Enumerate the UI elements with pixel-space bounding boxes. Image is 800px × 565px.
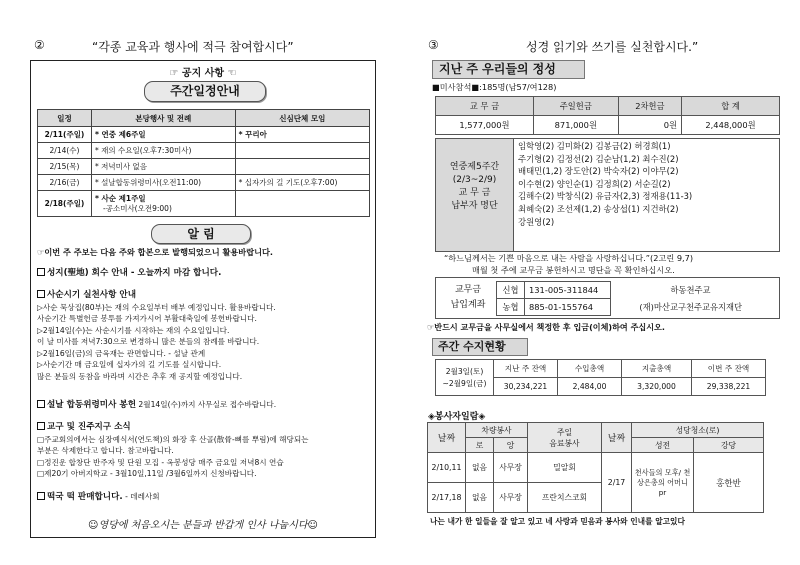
square-bullet-icon — [37, 268, 45, 276]
summary-period-start: 2월3일(토) — [445, 366, 484, 376]
left-page-motto: “각종 교육과 행사에 적극 참여합시다” — [92, 40, 294, 54]
schedule-event: * 설날합동위령미사(오전11:00) — [92, 175, 236, 191]
schedule-group — [235, 143, 369, 159]
vol-header-drink-1: 주일 — [556, 427, 573, 437]
summary-value: 3,320,000 — [622, 378, 692, 396]
schedule-title: 주간일정안내 — [144, 81, 266, 102]
summary-table — [435, 359, 766, 396]
schedule-date: 2/14(수) — [38, 143, 92, 159]
vol-gd: 홍한반 — [694, 453, 764, 513]
offering-value: 2,448,000원 — [682, 116, 780, 135]
notice-section-3 — [37, 399, 276, 412]
summary-header: 지출총액 — [622, 360, 692, 378]
schedule-group: * 십자가의 길 기도(오후7:00) — [235, 175, 369, 191]
volunteer-title: ◈봉사자일람◈ — [428, 412, 486, 422]
schedule-event-sub: -공소미사(오전9:00) — [103, 203, 172, 213]
section-title: 설날 합동위령미사 봉헌 — [47, 400, 136, 410]
table-row — [38, 143, 370, 159]
vol-header-ride: 차량봉사 — [466, 423, 528, 438]
bank-name: 신협 — [497, 282, 525, 299]
schedule-date: 2/16(금) — [38, 175, 92, 191]
volunteer-table — [427, 422, 764, 513]
vol-header-gd: 강당 — [694, 438, 764, 453]
offering-table — [435, 96, 780, 135]
summary-period-end: ~2월9일(금) — [442, 378, 487, 388]
summary-value: 29,338,221 — [692, 378, 766, 396]
schedule-event: * 재의 수요일(오후7:30미사) — [92, 143, 236, 159]
payer-label: 교 무 금 — [458, 188, 491, 198]
bank-account-box — [435, 277, 780, 319]
table-row — [38, 127, 370, 143]
vol-header-ro: 로 — [466, 438, 494, 453]
offering-value: 0원 — [618, 116, 681, 135]
offering-header: 2차헌금 — [618, 97, 681, 116]
section-title: 사순시기 실천사항 안내 — [47, 290, 136, 300]
alrim-title: 알 림 — [151, 224, 251, 244]
summary-value: 2,484,00 — [558, 378, 622, 396]
summary-period — [436, 360, 494, 396]
offering-header: 교 무 금 — [436, 97, 534, 116]
left-footer: ☺영당에 처음오시는 분들과 반갑게 인사 나눕시다☺ — [88, 520, 318, 531]
offering-title: 지난 주 우리들의 정성 — [432, 60, 585, 79]
alrim-intro: ☞이번 주 주보는 다음 주와 합본으로 발행되었으니 활용바랍니다. — [37, 247, 274, 257]
vol-header-date: 날짜 — [428, 423, 466, 453]
list-item: 이 날 미사를 저녁7:30으로 변경하니 많은 분들의 참례를 바랍니다. — [37, 337, 260, 346]
table-row — [38, 175, 370, 191]
payer-names — [518, 140, 692, 228]
vol-date: 2/10,11 — [428, 453, 466, 483]
list-item: □제20기 아버지학교 - 3월10일,11일 /3월6일까지 신청바랍니다. — [37, 469, 257, 478]
vol-date2: 2/17 — [602, 453, 632, 513]
table-row — [38, 191, 370, 217]
vol-header-ang: 앙 — [494, 438, 528, 453]
schedule-header-date: 일정 — [38, 110, 92, 127]
left-page-number: ② — [34, 38, 45, 52]
list-item: ▷사순 묵상집(80부)는 재의 수요일부터 배부 예정입니다. 활용바랍니다. — [37, 302, 276, 312]
schedule-group — [235, 159, 369, 175]
table-row — [428, 453, 764, 483]
table-row — [38, 159, 370, 175]
summary-title: 주간 수지현황 — [432, 338, 528, 356]
summary-header: 지난 주 잔액 — [494, 360, 558, 378]
schedule-event-cell — [92, 191, 236, 217]
right-page-number: ③ — [428, 38, 439, 52]
section-text: - 데레사회 — [125, 492, 160, 501]
list-item: 많은 분들의 동참을 바라며 시간은 추후 재 공지할 예정입니다. — [37, 371, 243, 381]
bank-owner: 하동천주교 — [670, 285, 711, 295]
schedule-group: * 꾸리아 — [235, 127, 369, 143]
vol-ro: 없음 — [466, 483, 494, 513]
offering-value: 871,000원 — [533, 116, 618, 135]
bank-table — [496, 281, 771, 316]
list-item: 주기형(2) 김정선(2) 김순남(1,2) 최수진(2) — [518, 153, 679, 164]
bank-name: 농협 — [497, 299, 525, 316]
attendance: ■미사참석■:185명(남57/여128) — [432, 82, 557, 92]
schedule-table — [37, 109, 370, 217]
schedule-header-event: 본당행사 및 전례 — [92, 110, 236, 127]
section-title: 교구 및 진주지구 소식 — [47, 422, 131, 432]
list-item: 최혜숙(2) 조선제(1,2) 송상섭(1) 지건하(2) — [518, 203, 679, 214]
vol-ang: 사무장 — [494, 453, 528, 483]
list-item: 배태민(1,2) 장도안(2) 박숙자(2) 이야무(2) — [518, 166, 679, 177]
summary-value: 30,234,221 — [494, 378, 558, 396]
schedule-date: 2/18(주일) — [38, 191, 92, 217]
right-footer: 나는 내가 한 일들을 잘 알고 있고 네 사랑과 믿음과 봉사와 인내를 알고있다 — [430, 517, 685, 526]
notice-section-2 — [37, 289, 276, 382]
table-row — [497, 299, 771, 316]
vol-header-clean: 성당청소(로) — [632, 423, 764, 438]
section-text: 2월14일(수)까지 사무실로 접수바랍니다. — [138, 400, 277, 409]
left-page — [30, 60, 376, 538]
bank-label-1: 교무금 — [454, 285, 482, 295]
payer-label-2: 납부자 명단 — [451, 201, 498, 211]
offering-header: 주일헌금 — [533, 97, 618, 116]
notice-section-4 — [37, 421, 309, 480]
section-title: 성지(聖地) 회수 안내 - 오늘까지 마감 합니다. — [47, 268, 222, 278]
list-item: 부분은 삭제한다고 합니다. 참고바랍니다. — [37, 446, 174, 455]
schedule-date: 2/15(목) — [38, 159, 92, 175]
vol-header-date2: 날짜 — [602, 423, 632, 453]
schedule-event: * 저녁미사 없음 — [92, 159, 236, 175]
vol-header-drink — [528, 423, 602, 453]
payer-list-label — [436, 139, 514, 251]
square-bullet-icon — [37, 422, 45, 430]
list-item: 이수현(2) 양인순(1) 김정희(2) 서순길(2) — [518, 178, 671, 189]
payer-period: (2/3~2/9) — [452, 175, 497, 185]
vol-drink: 밀알회 — [528, 453, 602, 483]
bank-note: ☞반드시 교무금을 사무실에서 책정한 후 입금(이체)하여 주십시오. — [427, 322, 665, 332]
vol-header-drink-2: 음료봉사 — [549, 438, 580, 448]
list-item: 강원영(2) — [518, 216, 555, 227]
payer-week: 연중제5주간 — [449, 162, 500, 172]
notice-section-5 — [37, 491, 160, 504]
list-item: ▷2월14일(수)는 사순시기를 시작하는 재의 수요일입니다. — [37, 325, 230, 335]
list-item: ▷사순기간 매 금요일에 십자가의 길 기도를 실시합니다. — [37, 360, 222, 369]
list-item: 사순기간 특별헌금 봉투를 가져가시어 부활대축일에 봉헌바랍니다. — [37, 314, 257, 323]
bank-label — [444, 283, 492, 313]
square-bullet-icon — [37, 290, 45, 298]
bank-account: 131-005-311844 — [525, 282, 611, 299]
square-bullet-icon — [37, 400, 45, 408]
bible-quote: “하느님께서는 기쁜 마음으로 내는 사람을 사랑하십니다.”(2고린 9,7) — [444, 253, 694, 263]
schedule-event: * 사순 제1주일 — [95, 193, 146, 203]
payer-list — [435, 138, 780, 252]
bible-quote-note: 매월 첫 주에 교무금 봉헌하시고 명단을 꼭 확인하십시오. — [472, 265, 675, 275]
vol-ang: 사무장 — [494, 483, 528, 513]
list-item: ▷2월16일(금)의 금육재는 관면합니다. - 설날 관계 — [37, 348, 206, 358]
section-title: 떡국 떡 판매합니다. — [47, 492, 123, 502]
schedule-event: * 연중 제6주일 — [92, 127, 236, 143]
schedule-header-group: 신심단체 모임 — [235, 110, 369, 127]
vol-drink: 프란치스코회 — [528, 483, 602, 513]
vol-header-sj: 성전 — [632, 438, 694, 453]
notice-section-1 — [37, 267, 221, 280]
bank-account: 885-01-155764 — [525, 299, 611, 316]
offering-header: 합 계 — [682, 97, 780, 116]
bank-label-2: 납입계좌 — [450, 300, 486, 310]
bank-owner: (재)마산교구천주교유지재단 — [639, 302, 743, 312]
list-item: 김해수(2) 박창식(2) 유금자(2,3) 정재용(11-3) — [518, 191, 693, 202]
summary-header: 수입총액 — [558, 360, 622, 378]
offering-value: 1,577,000원 — [436, 116, 534, 135]
right-page-motto: 성경 읽기와 쓰기를 실천합시다.” — [526, 40, 699, 54]
vol-date: 2/17,18 — [428, 483, 466, 513]
list-item: 임학영(2) 김미화(2) 김봉금(2) 허경희(1) — [518, 141, 671, 151]
schedule-date: 2/11(주일) — [38, 127, 92, 143]
square-bullet-icon — [37, 492, 45, 500]
table-row — [497, 282, 771, 299]
notice-title: ☞ 공지 사항 ☜ — [169, 68, 237, 79]
list-item: □정진운 합창단 반주자 및 단원 모집 - 옥봉성당 매주 금요일 저녁8시 연습 — [37, 457, 284, 467]
list-item: □주교회의에서는 심장예식서(연도책)의 화장 후 산골(散骨-뼈를 뿌림)에 해당되는 — [37, 434, 309, 444]
summary-header: 이번 주 잔액 — [692, 360, 766, 378]
vol-sj: 천사들의 모후/ 천상은총의 어머니pr — [632, 453, 694, 513]
vol-ro: 없음 — [466, 453, 494, 483]
schedule-group — [235, 191, 369, 217]
